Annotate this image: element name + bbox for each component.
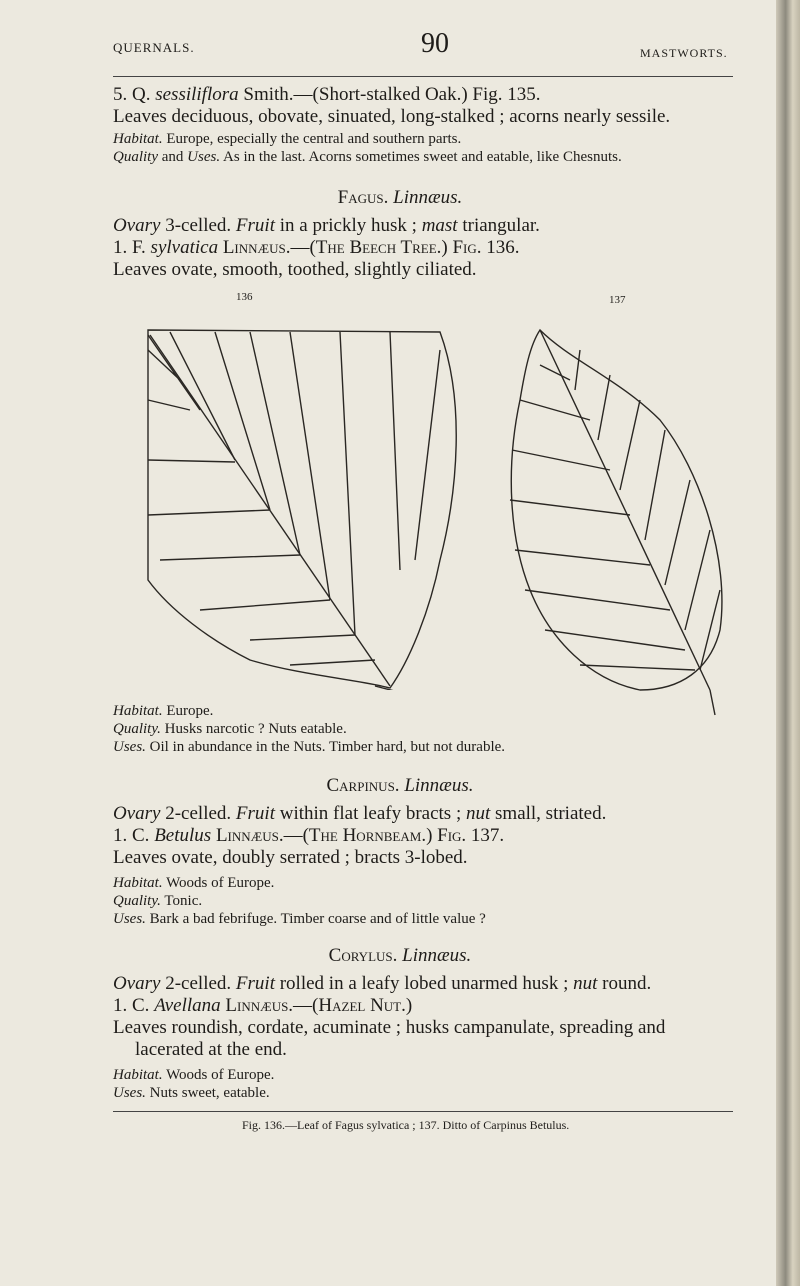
nut-label: nut: [465, 803, 491, 824]
uses-label: Uses.: [113, 739, 146, 755]
ovary-label: Ovary: [113, 973, 161, 994]
quality-label: Quality: [113, 149, 158, 165]
fruit-label: Fruit: [235, 973, 275, 994]
fruit-label: Fruit: [235, 215, 275, 236]
fagus-quality-line: [113, 721, 347, 738]
species-name: Betulus: [154, 825, 212, 846]
quality-uses-text: As in the last. Acorns sometimes sweet and eatable, like Chesnuts.: [223, 149, 622, 165]
corylus-habitat-line: [113, 1067, 274, 1084]
carpinus-leaves-line: Leaves ovate, doubly serrated ; bracts 3-lobed.: [113, 847, 468, 868]
carpinus-uses-line: [113, 911, 486, 928]
quality-label: Quality.: [113, 721, 161, 737]
figure-footnote: Fig. 136.—Leaf of Fagus sylvatica ; 137. Ditto of Carpinus Betulus.: [242, 1118, 570, 1132]
species-rest: Smith.—(Short-stalked Oak.) Fig. 135.: [238, 84, 541, 105]
carpinus-quality-line: [113, 893, 202, 910]
nut-label: nut: [573, 973, 598, 994]
corylus-uses-line: [113, 1085, 270, 1102]
habitat-text: Europe, especially the central and southern parts.: [166, 131, 462, 147]
corylus-ovary-line: [113, 973, 651, 995]
and-word: and: [161, 149, 184, 165]
mast-label: mast: [421, 215, 458, 236]
figure-137-number: 137: [609, 294, 626, 306]
quality-text: Tonic.: [164, 893, 203, 909]
uses-text: Oil in abundance in the Nuts. Timber hard, but not durable.: [149, 739, 506, 755]
uses-text: Bark a bad febrifuge. Timber coarse and of little value ?: [149, 911, 486, 927]
species-number: 5. Q.: [113, 84, 151, 105]
header-rule: [113, 76, 733, 77]
running-header: [0, 28, 800, 76]
fagus-uses-line: [113, 739, 505, 756]
beech-veins-lower: [148, 400, 375, 665]
genus-author: Linnæus.: [402, 945, 472, 966]
habitat-label: Habitat.: [113, 703, 163, 719]
uses-text: Nuts sweet, eatable.: [149, 1085, 270, 1101]
carpinus-habitat-line: [113, 875, 274, 892]
uses-label: Uses.: [187, 149, 221, 165]
corylus-leaves-line-2: lacerated at the end.: [135, 1039, 287, 1060]
corylus-leaves-line-1: Leaves roundish, cordate, acuminate ; husks campanulate, spreading and: [113, 1017, 666, 1038]
beech-leaf-figure: [140, 310, 470, 690]
species-name: sessiliflora: [155, 84, 239, 105]
mast-text: triangular.: [462, 215, 540, 236]
figure-136-number: 136: [236, 291, 253, 303]
carpinus-ovary-line: [113, 803, 606, 825]
species-name: sylvatica: [150, 237, 219, 258]
hornbeam-petiole: [710, 690, 715, 715]
habitat-label: Habitat.: [113, 875, 163, 891]
page-number: 90: [421, 28, 449, 59]
habitat-label: Habitat.: [113, 131, 163, 147]
quality-uses-line: [113, 149, 622, 166]
beech-leaf-outline: [148, 330, 456, 688]
quality-label: Quality.: [113, 893, 161, 909]
fagus-leaves-line: Leaves ovate, smooth, toothed, slightly ciliated.: [113, 259, 477, 280]
species-rest: Linnæus.—(The Hornbeam.) Fig. 137.: [215, 825, 505, 846]
header-left: QUERNALS.: [113, 40, 195, 55]
habitat-line: [113, 131, 461, 148]
species-number: 1. C.: [113, 995, 150, 1016]
habitat-label: Habitat.: [113, 1067, 163, 1083]
beech-veins-upper: [148, 332, 440, 635]
genus-heading-carpinus: [0, 775, 800, 797]
nut-text: small, striated.: [495, 803, 607, 824]
genus-author: Linnæus.: [393, 187, 463, 208]
species-number: 1. C.: [113, 825, 150, 846]
ovary-text: 2-celled.: [165, 973, 232, 994]
quality-text: Husks narcotic ? Nuts eatable.: [164, 721, 347, 737]
genus-heading-fagus: [0, 187, 800, 209]
habitat-text: Europe.: [166, 703, 214, 719]
fruit-text: within flat leafy bracts ;: [279, 803, 462, 824]
carpinus-species-line: [113, 825, 504, 847]
fagus-ovary-line: [113, 215, 540, 237]
header-right: MASTWORTS.: [640, 46, 728, 60]
habitat-text: Woods of Europe.: [166, 1067, 275, 1083]
ovary-label: Ovary: [113, 803, 161, 824]
genus-author: Linnæus.: [404, 775, 474, 796]
fruit-text: in a prickly husk ;: [279, 215, 417, 236]
genus-name: Corylus.: [328, 945, 398, 966]
hornbeam-midrib: [540, 330, 710, 690]
ovary-text: 3-celled.: [165, 215, 232, 236]
genus-heading-corylus: [0, 945, 800, 967]
species-name: Avellana: [154, 995, 221, 1016]
genus-name: Fagus.: [337, 187, 389, 208]
hornbeam-leaf-figure: [500, 320, 745, 720]
hornbeam-veins-right: [575, 350, 720, 670]
fagus-habitat-line: [113, 703, 213, 720]
species-rest: Linnæus.—(The Beech Tree.) Fig. 136.: [222, 237, 520, 258]
species-heading: [113, 84, 541, 106]
hornbeam-leaf-outline: [511, 330, 722, 690]
hornbeam-veins-left: [510, 365, 695, 670]
beech-petiole: [375, 686, 410, 690]
uses-label: Uses.: [113, 1085, 146, 1101]
fruit-text: rolled in a leafy lobed unarmed husk ;: [279, 973, 569, 994]
species-number: 1. F.: [113, 237, 146, 258]
fagus-species-line: [113, 237, 520, 259]
corylus-species-line: [113, 995, 412, 1017]
genus-name: Carpinus.: [326, 775, 400, 796]
footnote-rule: [113, 1111, 733, 1112]
habitat-text: Woods of Europe.: [166, 875, 275, 891]
nut-text: round.: [602, 973, 652, 994]
ovary-text: 2-celled.: [165, 803, 232, 824]
leaves-line: Leaves deciduous, obovate, sinuated, long-stalked ; acorns nearly sessile.: [113, 106, 671, 127]
species-rest: Linnæus.—(Hazel Nut.): [225, 995, 413, 1016]
ovary-label: Ovary: [113, 215, 161, 236]
uses-label: Uses.: [113, 911, 146, 927]
fruit-label: Fruit: [235, 803, 275, 824]
